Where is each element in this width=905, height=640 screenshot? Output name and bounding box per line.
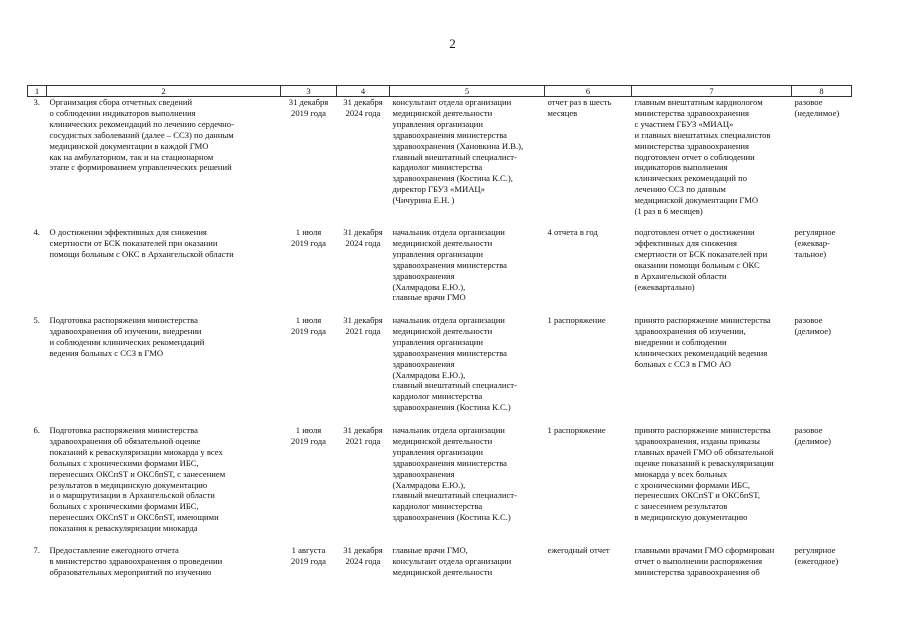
indicator: 1 распоряжение (547, 425, 606, 435)
task-description: Предоставление ежегодного отчета в министерство здравоохранения о проведении образовательных мероприятий по изучению (49, 545, 223, 577)
table-row (28, 545, 852, 585)
event-type: регулярное (ежегодное) (794, 545, 839, 566)
activity-plan-table (27, 85, 852, 585)
expected-result: главным внештатным кардиологом министерства здравоохранения с участием ГБУЗ «МИАЦ» и главных внештатных специалистов министерства здравоохранения подготовлен отчет о соблюдении индикаторов выполнения клинических рекомендаций по лечению ССЗ по данным медицинской документации ГМО (1 раз в 6 месяцев) (634, 97, 771, 217)
expected-result: главными врачами ГМО сформирован отчет о выполнении распоряжения министерства здравоохранения об (634, 545, 775, 577)
expected-result: принято распоряжение министерства здравоохранения, изданы приказы главных врачей ГМО об обязательной оценке показаний к реваскуляризации миокарда у всех больных с хроническими формами ИБС, перенесших ОКСпST и ОКСбпST, с занесением результатов в медицинскую документацию (634, 425, 774, 523)
table-row (28, 227, 852, 315)
end-date: 31 декабря 2024 года (343, 227, 383, 248)
table-row (28, 97, 852, 228)
event-type: разовое (неделимое) (794, 97, 840, 118)
end-date: 31 декабря 2021 года (343, 315, 383, 336)
table-row (28, 315, 852, 425)
indicator: 4 отчета в год (547, 227, 598, 237)
responsible-persons: начальник отдела организации медицинской деятельности управления организации здравоохранения министерства здравоохранения (Халмрадова Е.Ю.), главный внештатный специалист- кардиолог министерства здравоохранения (Костина К.С.) (392, 425, 517, 523)
expected-result: подготовлен отчет о достижении эффективных для снижения смертности от БСК показателей при оказании помощи больным с ОКС в Архангельской области (ежеквартально) (634, 227, 768, 292)
responsible-persons: консультант отдела организации медицинской деятельности управления организации здравоохранения министерства здравоохранения (Хановкина И.В.), главный внештатный специалист- кардиолог министерства здравоохранения (Костина К.С.), директор ГБУЗ «МИАЦ» (Чичурина Е.Н. ) (392, 97, 524, 206)
responsible-persons: начальник отдела организации медицинской деятельности управления организации здравоохранения министерства здравоохранения (Халмрадова Е.Ю.), главные врачи ГМО (392, 227, 507, 303)
column-number: 1 (28, 86, 47, 97)
indicator: отчет раз в шесть месяцев (547, 97, 612, 118)
end-date: 31 декабря 2021 года (343, 425, 383, 446)
indicator: 1 распоряжение (547, 315, 606, 325)
end-date: 31 декабря 2024 года (343, 545, 383, 566)
column-number: 6 (545, 86, 632, 97)
start-date: 31 декабря 2019 года (288, 97, 329, 118)
column-number: 7 (632, 86, 792, 97)
row-number: 3. (33, 97, 40, 107)
column-number-row (28, 86, 852, 97)
task-description: Подготовка распоряжения министерства здравоохранения об обязательной оценке показаний к реваскуляризации миокарда у всех больных с хроническими формами ИБС, перенесших ОКСпST и ОКСбпST, с занесением результатов в медицинскую документацию и о маршрутизации в Архангельской области больных с хроническими формами ИБС, перенесших ОКСпST и ОКСбпST, имеющими показания к реваскуляризации миокарда (49, 425, 226, 534)
column-number: 3 (281, 86, 337, 97)
event-type: регулярное (ежеквар- тальное) (794, 227, 836, 259)
event-type: разовое (делимое) (794, 425, 831, 446)
end-date: 31 декабря 2024 года (343, 97, 383, 118)
page-number: 2 (449, 36, 456, 51)
task-description: О достижении эффективных для снижения смертности от БСК показателей при оказании помощи больным с ОКС в Архангельской области (49, 227, 234, 259)
expected-result: принято распоряжение министерства здравоохранения об изучении, внедрении и соблюдении клинических рекомендаций ведения больных с ССЗ в ГМО АО (634, 315, 771, 369)
task-description: Организация сбора отчетных сведений о соблюдении индикаторов выполнения клинических рекомендаций по лечению сердечно- сосудистых заболеваний (далее – ССЗ) по данным медицинской документации в каждой ГМО как на амбулаторном, так и на стационарном этапе с формированием управленческих решений (49, 97, 234, 173)
column-number: 5 (390, 86, 545, 97)
row-number: 6. (33, 425, 40, 435)
event-type: разовое (делимое) (794, 315, 831, 336)
indicator: ежегодный отчет (547, 545, 610, 555)
responsible-persons: начальник отдела организации медицинской деятельности управления организации здравоохранения министерства здравоохранения (Халмрадова Е.Ю.), главный внештатный специалист- кардиолог министерства здравоохранения (Костина К.С.) (392, 315, 517, 413)
row-number: 7. (33, 545, 40, 555)
responsible-persons: главные врачи ГМО, консультант отдела организации медицинской деятельности (392, 545, 512, 577)
row-number: 4. (33, 227, 40, 237)
task-description: Подготовка распоряжения министерства здравоохранения об изучении, внедрении и соблюдении клинических рекомендаций ведения больных с ССЗ в ГМО (49, 315, 205, 358)
column-number: 4 (337, 86, 390, 97)
start-date: 1 июля 2019 года (291, 227, 326, 248)
start-date: 1 августа 2019 года (291, 545, 326, 566)
start-date: 1 июля 2019 года (291, 315, 326, 336)
column-number: 2 (47, 86, 281, 97)
column-number: 8 (792, 86, 852, 97)
table-row (28, 425, 852, 545)
start-date: 1 июля 2019 года (291, 425, 326, 446)
row-number: 5. (33, 315, 40, 325)
